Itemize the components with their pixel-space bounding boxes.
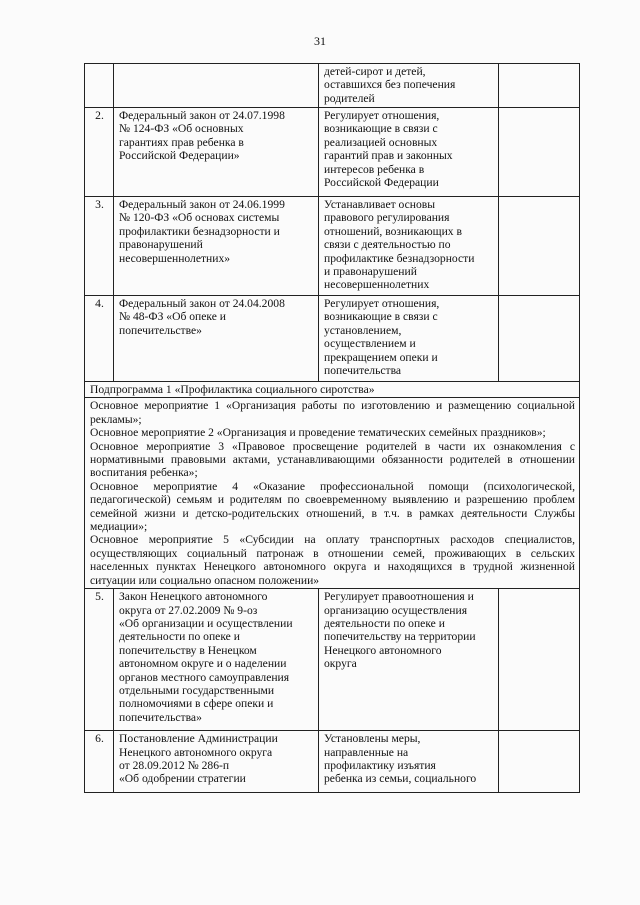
table-row [85, 197, 580, 296]
legal-act-name: Федеральный закон от 24.07.1998 № 124-ФЗ «Об основных гарантиях прав ребенка в Российской Федерации» [114, 108, 319, 197]
legal-act-description: Регулирует отношения, возникающие в связи с реализацией основных гарантий прав и законных интересов ребенка в Российской Федерации [319, 108, 499, 197]
legal-act-description: Регулирует правоотношения и организацию осуществления деятельности по опеке и попечительству на территории Ненецкого автономного округа [319, 589, 499, 731]
table-row [85, 589, 580, 731]
legal-act-description: Регулирует отношения, возникающие в связи с установлением, осуществлением и прекращением опеки и попечительства [319, 296, 499, 382]
activity-item: Основное мероприятие 5 «Субсидии на оплату транспортных расходов специалистов, осуществляющих социальный патронаж в отношении семей, проживающих в сельских населенных пунктах Ненецкого автономного округа и находящихся в трудной жизненной ситуации или социально опасном положении» [90, 533, 575, 587]
row-number: 6. [85, 731, 114, 793]
legal-act-name [114, 64, 319, 108]
legal-acts-table [84, 63, 580, 793]
legal-act-name: Федеральный закон от 24.06.1999 № 120-ФЗ «Об основах системы профилактики безнадзорности и правонарушений несовершеннолетних» [114, 197, 319, 296]
row-number [85, 64, 114, 108]
activity-item: Основное мероприятие 4 «Оказание профессиональной помощи (психологической, педагогической) семьям и родителям по своевременному выявлению и разрешению проблем семейной жизни и детско-родительских отношений, в т.ч. в рамках деятельности Службы медиации»; [90, 479, 575, 534]
activity-item: Основное мероприятие 1 «Организация работы по изготовлению и размещению социальной рекламы»; [90, 399, 575, 426]
page-number: 31 [314, 34, 326, 48]
row-number: 5. [85, 589, 114, 731]
empty-cell [499, 108, 580, 197]
subprogram-row [85, 382, 580, 398]
legal-act-description: Устанавливает основы правового регулирования отношений, возникающих в связи с деятельностью по профилактике безнадзорности и правонарушений несовершеннолетних [319, 197, 499, 296]
table-row [85, 296, 580, 382]
legal-act-description: Установлены меры, направленные на профилактику изъятия ребенка из семьи, социального [319, 731, 499, 793]
activities-cell [85, 398, 580, 589]
subprogram-title: Подпрограмма 1 «Профилактика социального сиротства» [85, 382, 580, 398]
empty-cell [499, 589, 580, 731]
legal-act-name: Постановление Администрации Ненецкого автономного округа от 28.09.2012 № 286-п «Об одобрении стратегии [114, 731, 319, 793]
activity-item: Основное мероприятие 3 «Правовое просвещение родителей в части их ознакомления с нормативными правовыми актами, устанавливающими обязанности родителей в отношении воспитания ребенка»; [90, 439, 575, 480]
table-row [85, 731, 580, 793]
legal-act-description: детей-сирот и детей, оставшихся без попечения родителей [319, 64, 499, 108]
legal-act-name: Федеральный закон от 24.04.2008 № 48-ФЗ «Об опеке и попечительстве» [114, 296, 319, 382]
table-row [85, 108, 580, 197]
activities-row [85, 398, 580, 589]
legal-act-name: Закон Ненецкого автономного округа от 27.02.2009 № 9-оз «Об организации и осуществлении деятельности по опеке и попечительству в Ненецком автономном округе и о наделении органов местного самоуправления отдельными государственными полномочиями в сфере опеки и попечительства» [114, 589, 319, 731]
activity-item: Основное мероприятие 2 «Организация и проведение тематических семейных праздников»; [90, 426, 546, 440]
empty-cell [499, 296, 580, 382]
empty-cell [499, 731, 580, 793]
empty-cell [499, 64, 580, 108]
row-number: 2. [85, 108, 114, 197]
empty-cell [499, 197, 580, 296]
row-number: 3. [85, 197, 114, 296]
table-row [85, 64, 580, 108]
row-number: 4. [85, 296, 114, 382]
